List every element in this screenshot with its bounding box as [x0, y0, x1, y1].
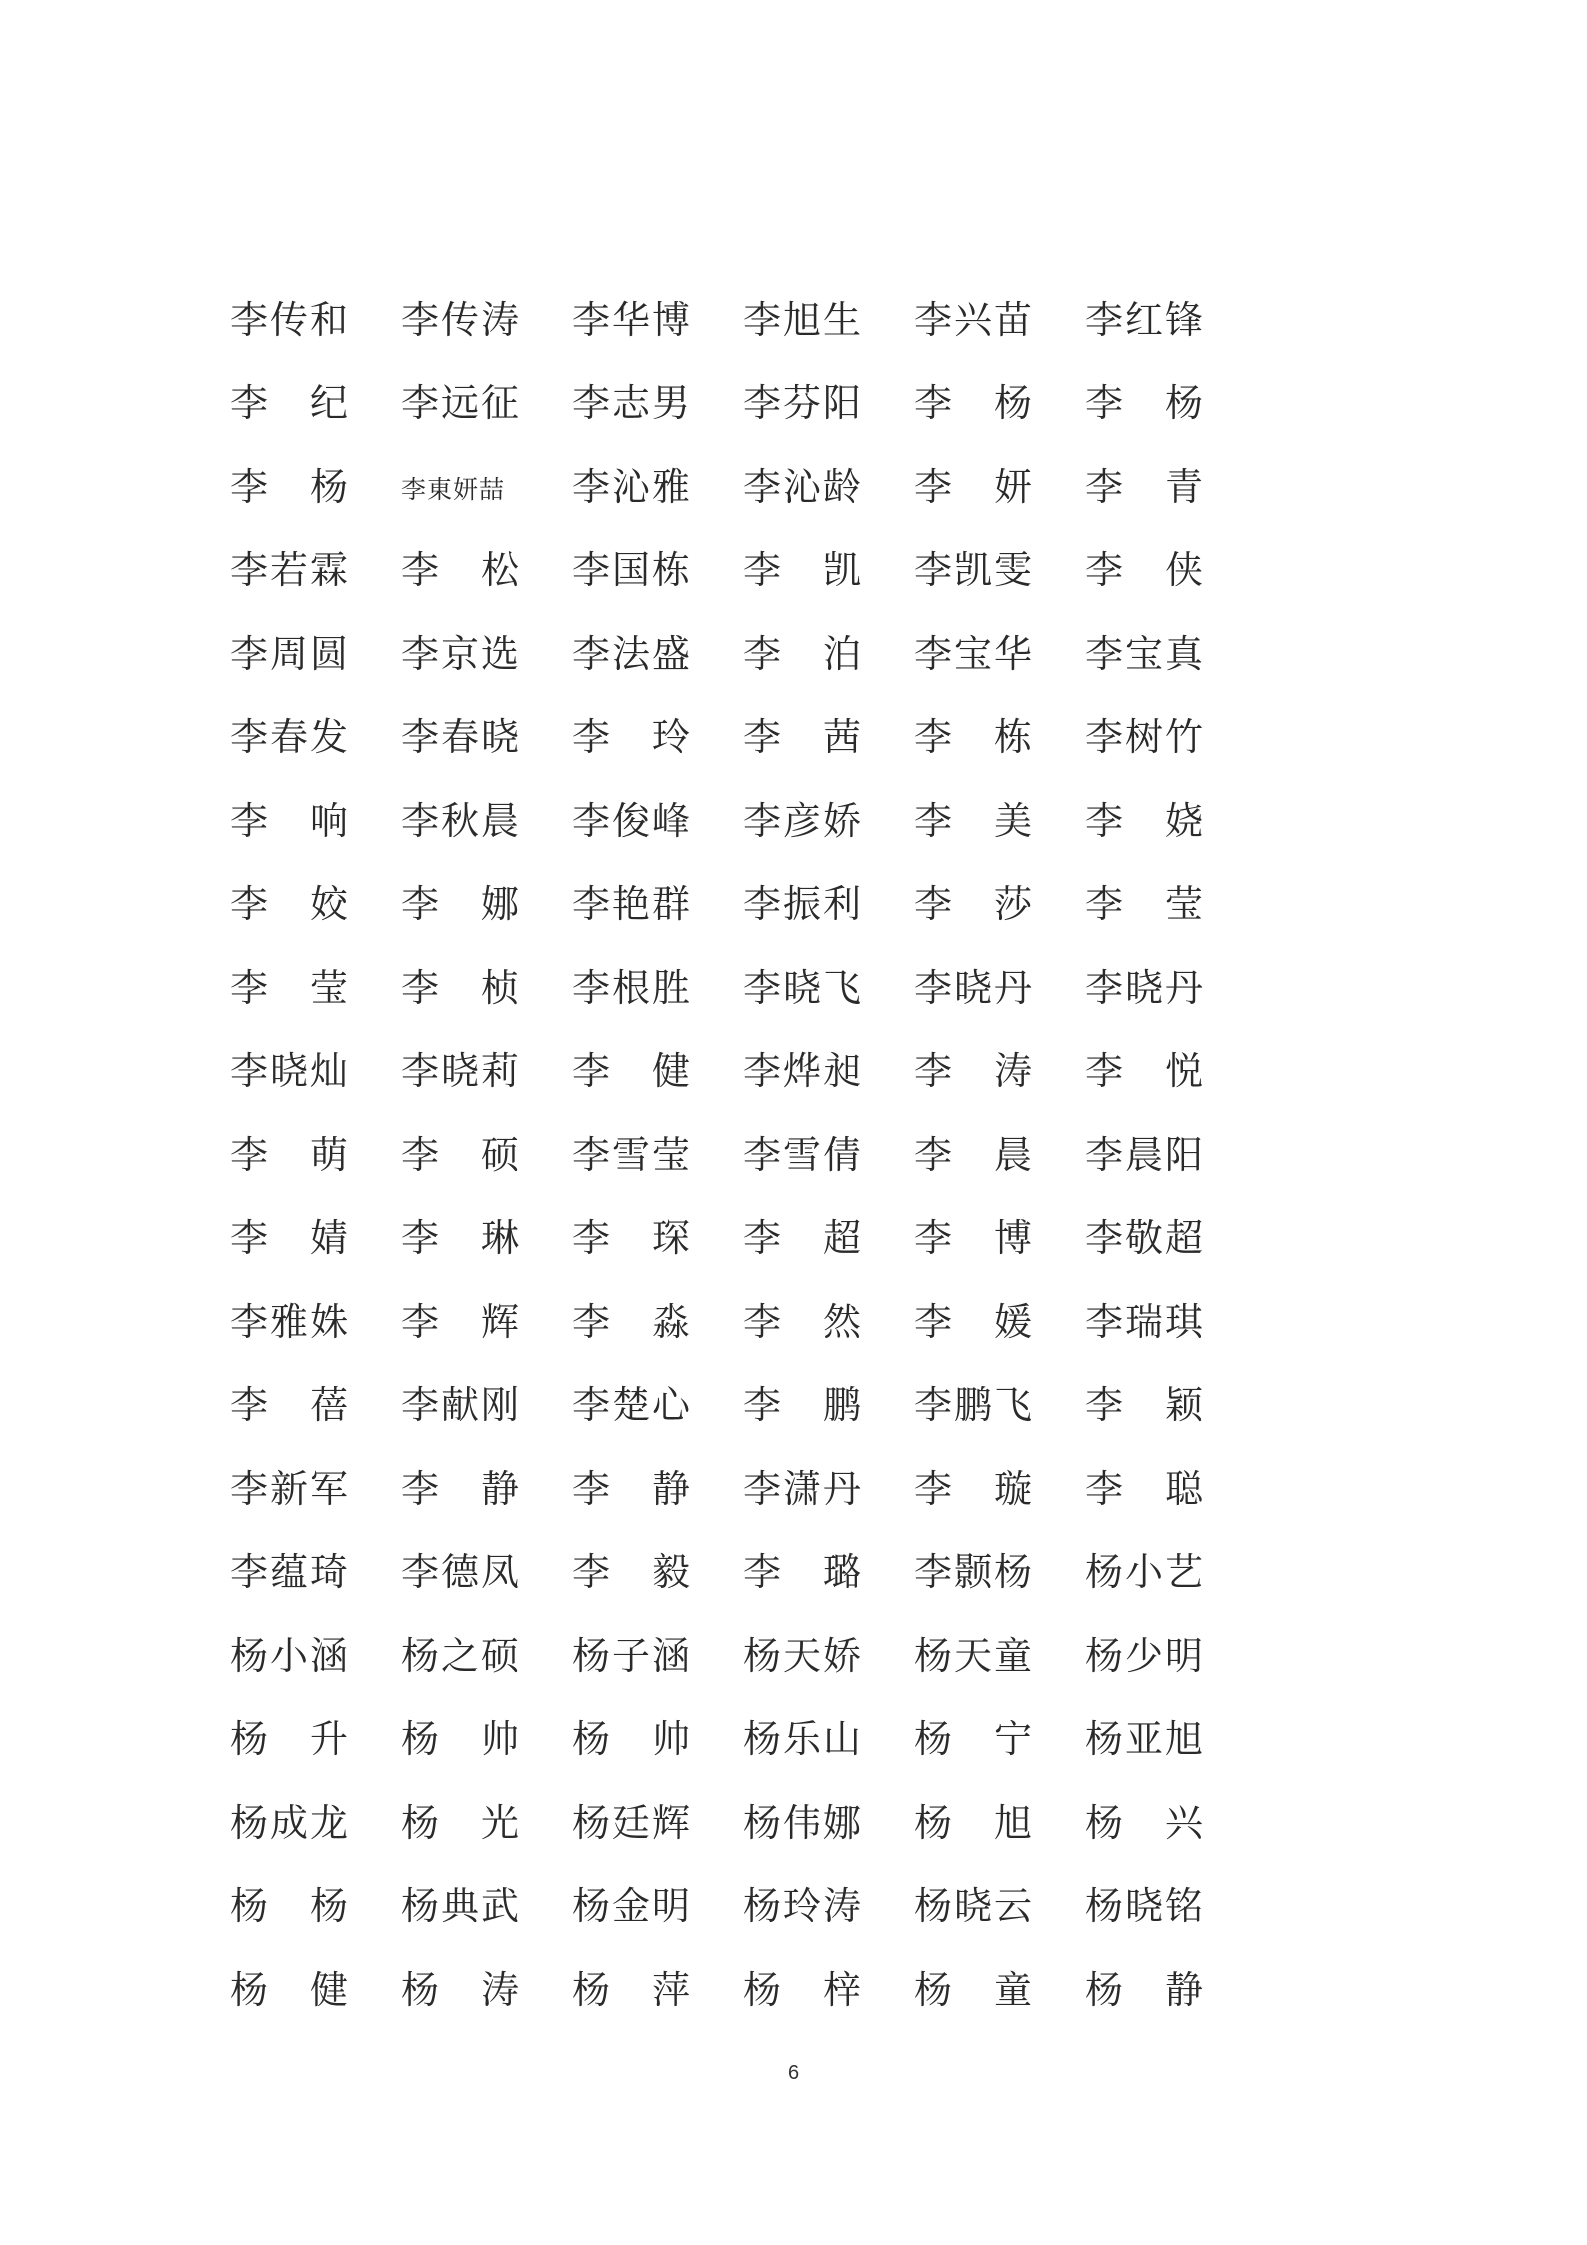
name-row: [230, 779, 1230, 863]
name-list: [230, 278, 1230, 2032]
name-row: [230, 1364, 1230, 1448]
name-row: [230, 1948, 1230, 2032]
name-entry: 李秋晨: [401, 798, 522, 843]
name-entry: 李彦娇: [743, 798, 864, 843]
name-entry: 李潇丹: [743, 1466, 864, 1511]
name-entry: 杨金明: [572, 1884, 693, 1929]
name-entry: 李 莎: [914, 882, 1035, 927]
name-entry: 李 鹏: [743, 1383, 864, 1428]
name-entry: 李 聪: [1085, 1466, 1206, 1511]
name-entry: 杨晓铭: [1085, 1884, 1206, 1929]
name-entry: 李 杨: [914, 381, 1035, 426]
name-row: [230, 362, 1230, 446]
name-row: [230, 445, 1230, 529]
name-entry: 李晓丹: [1085, 965, 1206, 1010]
name-entry: 李春发: [230, 715, 351, 760]
name-row: [230, 1614, 1230, 1698]
name-entry: 李法盛: [572, 631, 693, 676]
name-entry: 李 松: [401, 548, 522, 593]
name-entry: 李 琳: [401, 1216, 522, 1261]
name-entry: 李沁雅: [572, 464, 693, 509]
name-entry: 李 杨: [1085, 381, 1206, 426]
name-entry: 李 玲: [572, 715, 693, 760]
name-entry: 李芬阳: [743, 381, 864, 426]
name-entry: 李凯雯: [914, 548, 1035, 593]
name-entry: 杨成龙: [230, 1800, 351, 1845]
name-entry: 杨 涛: [401, 1967, 522, 2012]
name-entry: 李雅姝: [230, 1299, 351, 1344]
name-entry: 李 妍: [914, 464, 1035, 509]
name-entry: 杨 光: [401, 1800, 522, 1845]
name-entry: 李新军: [230, 1466, 351, 1511]
name-entry: 杨 宁: [914, 1717, 1035, 1762]
name-entry: 杨 萍: [572, 1967, 693, 2012]
name-entry: 李 侠: [1085, 548, 1206, 593]
name-entry: 李鹏飞: [914, 1383, 1035, 1428]
name-entry: 李 凯: [743, 548, 864, 593]
name-entry: 李俊峰: [572, 798, 693, 843]
name-entry: 杨 梓: [743, 1967, 864, 2012]
name-entry: 李 博: [914, 1216, 1035, 1261]
name-entry: 李若霖: [230, 548, 351, 593]
name-entry: 李 璐: [743, 1550, 864, 1595]
name-entry: 李 莹: [230, 965, 351, 1010]
name-row: [230, 1865, 1230, 1949]
name-row: [230, 1531, 1230, 1615]
name-entry: 李 辉: [401, 1299, 522, 1344]
name-row: [230, 1113, 1230, 1197]
name-entry: 李 莹: [1085, 882, 1206, 927]
name-entry: 李 然: [743, 1299, 864, 1344]
name-entry: 李颢杨: [914, 1550, 1035, 1595]
name-entry: 李 娆: [1085, 798, 1206, 843]
name-row: [230, 1030, 1230, 1114]
name-row: [230, 278, 1230, 362]
name-row: [230, 696, 1230, 780]
name-entry: 李 媛: [914, 1299, 1035, 1344]
name-entry: 杨典武: [401, 1884, 522, 1929]
name-entry: 李宝真: [1085, 631, 1206, 676]
name-entry: 李 娜: [401, 882, 522, 927]
name-entry: 李传和: [230, 297, 351, 342]
name-entry: 李晓灿: [230, 1049, 351, 1094]
name-entry: 杨 帅: [401, 1717, 522, 1762]
name-entry: 杨天童: [914, 1633, 1035, 1678]
name-entry: 杨之硕: [401, 1633, 522, 1678]
name-entry: 李华博: [572, 297, 693, 342]
name-entry: 李晨阳: [1085, 1132, 1206, 1177]
name-entry: 杨玲涛: [743, 1884, 864, 1929]
name-entry: 李晓丹: [914, 965, 1035, 1010]
name-entry: 李 颖: [1085, 1383, 1206, 1428]
name-entry: 李烨昶: [743, 1049, 864, 1094]
name-entry: 李献刚: [401, 1383, 522, 1428]
name-entry: 李树竹: [1085, 715, 1206, 760]
name-entry: 李德凤: [401, 1550, 522, 1595]
name-entry: 李雪倩: [743, 1132, 864, 1177]
name-entry: 李 姣: [230, 882, 351, 927]
name-entry: 李沁龄: [743, 464, 864, 509]
name-entry: 李 响: [230, 798, 351, 843]
name-entry: 李红锋: [1085, 297, 1206, 342]
name-entry: 杨 帅: [572, 1717, 693, 1762]
name-entry: 李艳群: [572, 882, 693, 927]
name-entry: 杨廷辉: [572, 1800, 693, 1845]
name-entry: 杨 静: [1085, 1967, 1206, 2012]
name-entry: 李 泊: [743, 631, 864, 676]
name-entry: 杨子涵: [572, 1633, 693, 1678]
name-entry: 李 萌: [230, 1132, 351, 1177]
name-entry: 李根胜: [572, 965, 693, 1010]
name-entry: 李 栋: [914, 715, 1035, 760]
name-entry: 李国栋: [572, 548, 693, 593]
name-entry: 李 晨: [914, 1132, 1035, 1177]
name-entry: 李瑞琪: [1085, 1299, 1206, 1344]
name-entry: 李春晓: [401, 715, 522, 760]
name-entry: 杨天娇: [743, 1633, 864, 1678]
name-entry: 李 桢: [401, 965, 522, 1010]
name-entry: 李敬超: [1085, 1216, 1206, 1261]
name-entry: 李 硕: [401, 1132, 522, 1177]
name-entry: 李周圆: [230, 631, 351, 676]
name-entry: 李 毅: [572, 1550, 693, 1595]
name-entry: 李 悦: [1085, 1049, 1206, 1094]
name-entry: 李東妍喆: [401, 474, 506, 504]
name-entry: 杨 旭: [914, 1800, 1035, 1845]
name-row: [230, 1447, 1230, 1531]
name-entry: 杨 健: [230, 1967, 351, 2012]
name-entry: 李 静: [401, 1466, 522, 1511]
name-entry: 李 琛: [572, 1216, 693, 1261]
name-entry: 李 美: [914, 798, 1035, 843]
name-entry: 李晓飞: [743, 965, 864, 1010]
name-entry: 李 璇: [914, 1466, 1035, 1511]
name-entry: 李 蓓: [230, 1383, 351, 1428]
name-entry: 李 淼: [572, 1299, 693, 1344]
name-entry: 李传涛: [401, 297, 522, 342]
name-row: [230, 1698, 1230, 1782]
name-row: [230, 863, 1230, 947]
name-row: [230, 1280, 1230, 1364]
name-row: [230, 529, 1230, 613]
name-entry: 李远征: [401, 381, 522, 426]
name-entry: 李楚心: [572, 1383, 693, 1428]
name-entry: 杨乐山: [743, 1717, 864, 1762]
name-entry: 李 纪: [230, 381, 351, 426]
name-entry: 杨伟娜: [743, 1800, 864, 1845]
name-entry: 李 婧: [230, 1216, 351, 1261]
name-entry: 杨 升: [230, 1717, 351, 1762]
name-entry: 杨小涵: [230, 1633, 351, 1678]
name-row: [230, 612, 1230, 696]
name-entry: 李 健: [572, 1049, 693, 1094]
name-entry: 李 涛: [914, 1049, 1035, 1094]
name-entry: 李蕴琦: [230, 1550, 351, 1595]
name-entry: 杨 童: [914, 1967, 1035, 2012]
name-row: [230, 1781, 1230, 1865]
name-entry: 李京选: [401, 631, 522, 676]
name-entry: 李 杨: [230, 464, 351, 509]
name-entry: 李 超: [743, 1216, 864, 1261]
name-row: [230, 946, 1230, 1030]
name-entry: 李旭生: [743, 297, 864, 342]
name-entry: 李 茜: [743, 715, 864, 760]
name-entry: 杨 兴: [1085, 1800, 1206, 1845]
page-number: 6: [787, 2062, 800, 2084]
name-entry: 李志男: [572, 381, 693, 426]
name-entry: 李宝华: [914, 631, 1035, 676]
name-row: [230, 1197, 1230, 1281]
name-entry: 李 静: [572, 1466, 693, 1511]
name-entry: 李振利: [743, 882, 864, 927]
name-entry: 杨 杨: [230, 1884, 351, 1929]
name-entry: 杨亚旭: [1085, 1717, 1206, 1762]
name-entry: 李晓莉: [401, 1049, 522, 1094]
name-entry: 杨晓云: [914, 1884, 1035, 1929]
name-entry: 李兴苗: [914, 297, 1035, 342]
name-entry: 李雪莹: [572, 1132, 693, 1177]
name-entry: 杨少明: [1085, 1633, 1206, 1678]
name-entry: 李 青: [1085, 464, 1206, 509]
name-entry: 杨小艺: [1085, 1550, 1206, 1595]
